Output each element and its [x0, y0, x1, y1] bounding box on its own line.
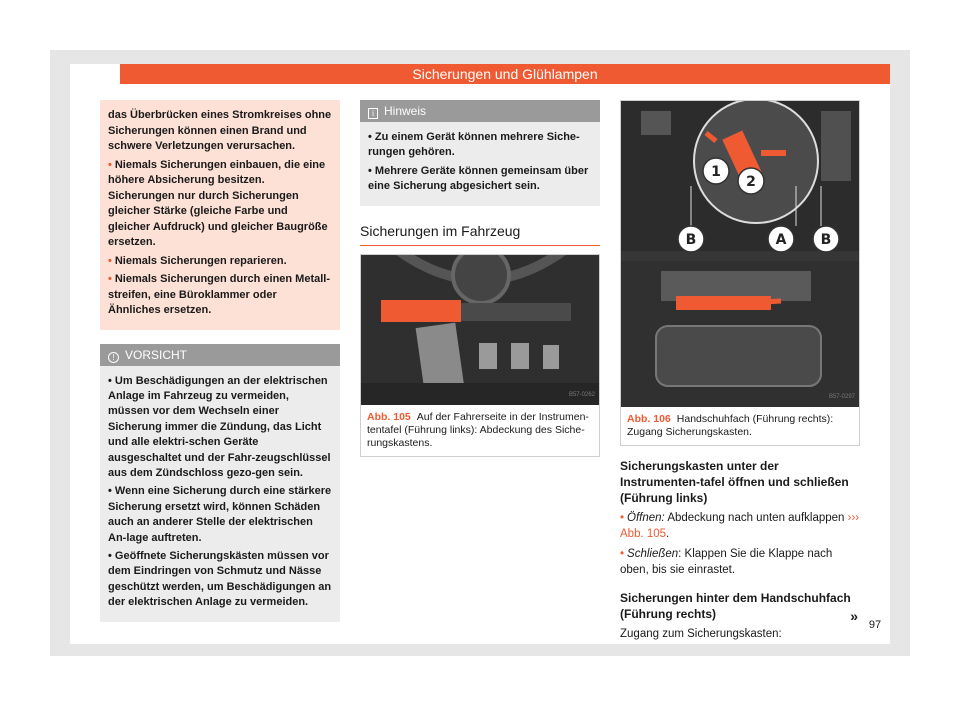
note-item: • Mehrere Geräte können gemeinsam über eine Sicherung abgesichert sein. — [368, 164, 589, 193]
caution-circle-icon: ! — [108, 352, 119, 363]
bullet-icon: • — [620, 548, 625, 560]
access-text: Zugang zum Sicherungskasten: — [620, 628, 782, 640]
right-column — [620, 100, 860, 642]
bullet-icon: • — [620, 512, 625, 524]
section-title: Sicherungen im Fahrzeug — [360, 224, 600, 246]
left-column — [100, 100, 340, 622]
chapter-header: Sicherungen und Glühlampen — [120, 64, 890, 84]
figure-105-image — [361, 255, 599, 405]
warning-item: • Niemals Sicherungen einbauen, die eine höhere Absicherung besitzen. Sicherungen nur durch Sicherungen gleicher Stärke (gleiche Farbe und gleicher Aufdruck) und gleicher Baugröße ersetzen. — [108, 158, 328, 248]
note-title: Hinweis — [384, 104, 427, 118]
figure-105 — [360, 254, 600, 457]
open-instruction: • Öffnen: Abdeckung nach unten aufklappen ››› Abb. 105. — [620, 512, 860, 540]
figure-caption: Abb. 105 Auf der Fahrerseite in der Instrumen-tentafel (Führung links): Abdeckung des Siche-rungskastens. — [367, 410, 589, 449]
figure-106-image — [621, 101, 859, 407]
page-frame — [50, 50, 910, 656]
figure-code: B57-0262 — [568, 391, 595, 398]
warning-box — [100, 100, 340, 330]
figure-label: Abb. 105 — [367, 410, 411, 423]
note-box — [360, 100, 600, 206]
note-header — [360, 100, 600, 122]
continue-arrow-icon: » — [850, 608, 858, 624]
heading-glovebox: Sicherungen hinter dem Handschuhfach (Führung rechts) — [620, 591, 851, 621]
figure-reference-link[interactable]: ››› Abb. 105 — [620, 512, 860, 540]
warning-item: • Niemals Sicherungen reparieren. — [108, 254, 287, 267]
note-body — [360, 122, 600, 206]
warning-text: das Überbrücken eines Stromkreises ohne Sicherungen können einen Brand und schwere Verletzungen verursachen. — [108, 109, 332, 152]
callout-2: 2 — [746, 174, 756, 190]
heading-open-close: Sicherungskasten unter der Instrumenten-tafel öffnen und schließen (Führung links) — [620, 459, 849, 505]
callout-b-right: B — [820, 232, 832, 248]
caution-body — [100, 366, 340, 622]
figure-code: B57-0297 — [828, 394, 855, 400]
driver-footwell-illustration — [361, 255, 599, 405]
glovebox-illustration — [621, 101, 859, 407]
caution-item: • Um Beschädigungen an der elektrischen Anlage im Fahrzeug zu vermeiden, müssen vor dem Wechseln einer Sicherung immer die Zündung, das Licht und alle elektri-schen Geräte ausgeschaltet und der Fahr-zeugschlüssel aus dem Zündschloss gezo-gen sein. — [108, 374, 331, 479]
callout-a: A — [775, 232, 787, 248]
info-book-icon: i — [368, 108, 378, 119]
figure-106 — [620, 100, 860, 446]
warning-item: • Niemals Sicherungen durch einen Metall-streifen, eine Büroklammer oder Ähnliches ersetzen. — [108, 273, 331, 316]
caution-header — [100, 344, 340, 366]
caution-item: • Geöffnete Sicherungskästen müssen vor dem Eindringen von Schmutz und Nässe geschützt werden, um Beschädigungen an der elektrischen Anlage zu vermeiden. — [108, 549, 332, 609]
callout-b-left: B — [685, 232, 697, 248]
bullet-icon: • — [108, 273, 112, 285]
callout-1: 1 — [711, 164, 721, 180]
close-instruction: • Schließen: Klappen Sie die Klappe nach oben, bis sie einrastet. — [620, 548, 833, 576]
manual-page — [70, 64, 890, 644]
page-number: 97 — [860, 614, 890, 644]
figure-caption: Abb. 106 Handschuhfach (Führung rechts): Zugang Sicherungskasten. — [627, 413, 834, 438]
figure-label: Abb. 106 — [627, 413, 671, 425]
caution-title: VORSICHT — [125, 347, 188, 362]
caution-box — [100, 344, 340, 622]
bullet-icon: • — [108, 254, 112, 267]
bullet-icon: • — [108, 158, 112, 171]
caution-item: • Wenn eine Sicherung durch eine stärkere Sicherung ersetzt wird, können Schäden auch an anderer Stelle der elektrischen An-lage auftreten. — [108, 485, 332, 544]
middle-column — [360, 100, 600, 457]
note-item: • Zu einem Gerät können mehrere Siche-rungen gehören. — [368, 131, 580, 159]
